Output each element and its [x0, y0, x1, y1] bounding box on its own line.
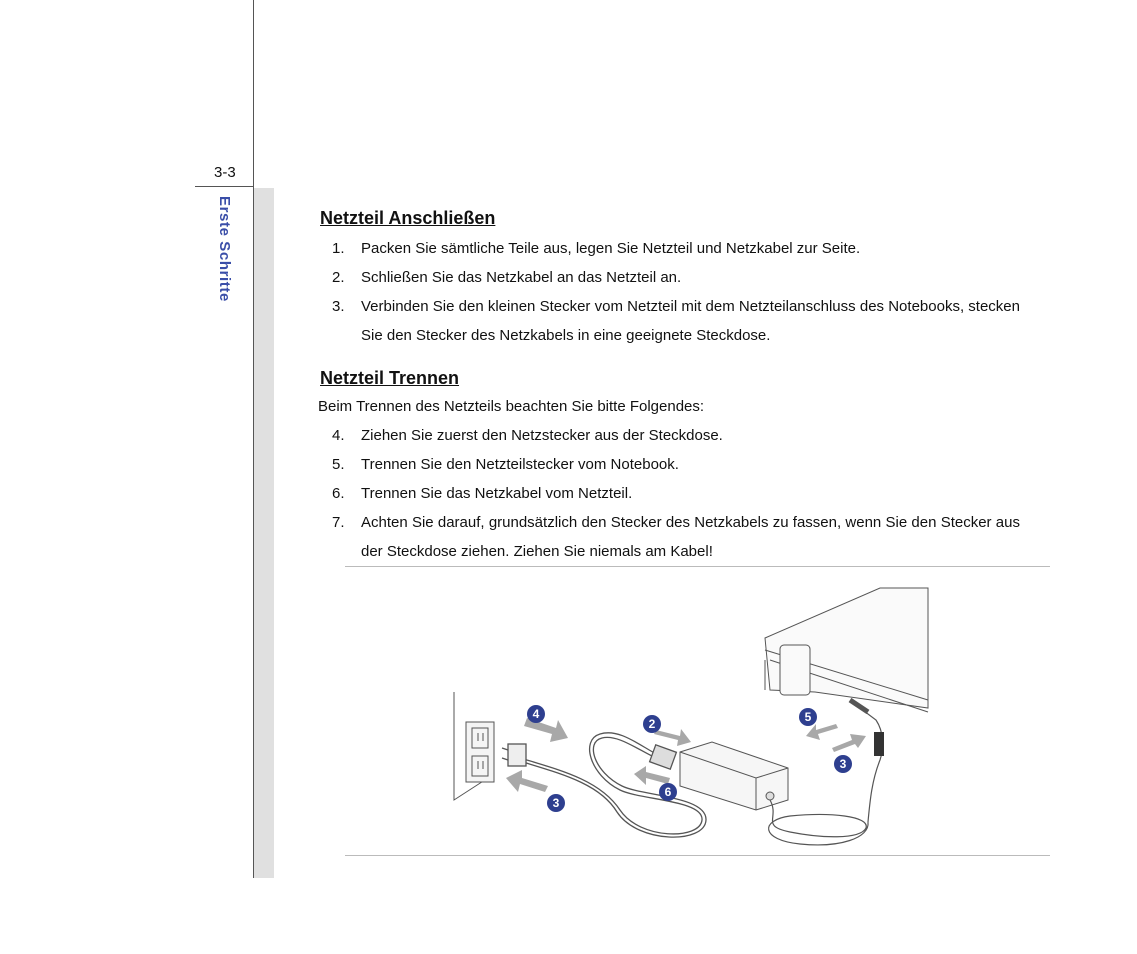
step-badge-4: [527, 705, 545, 723]
adapter-connection-illustration: [440, 580, 940, 850]
step-badge-2: [643, 715, 661, 733]
svg-text:6: 6: [664, 785, 672, 799]
ac-adapter: [680, 742, 788, 810]
page-number: 3-3: [214, 164, 236, 181]
list-item: 3. Verbinden Sie den kleinen Stecker vom Netzteil mit dem Netzteilanschluss des Notebooks, stecken Sie den Stecker des Netzkabels in eine geeignete Steckdose.: [332, 298, 1020, 344]
svg-text:5: 5: [804, 710, 812, 724]
connect-steps-list: [320, 234, 1020, 350]
figure-bottom-rule: [345, 855, 1050, 856]
notebook: [765, 588, 928, 712]
page-number-rule: [195, 186, 254, 187]
figure-top-rule: [345, 566, 1050, 567]
step-badge-3-adapter: [834, 755, 852, 773]
step-badge-3-plug: [547, 794, 565, 812]
svg-text:3: 3: [552, 796, 560, 810]
section-heading-disconnect: Netzteil Trennen: [320, 368, 460, 388]
chapter-sidebar: [254, 188, 274, 878]
step-badge-5: [799, 708, 817, 726]
list-item: 2. Schließen Sie das Netzkabel an das Netzteil an.: [332, 269, 682, 286]
disconnect-intro: Beim Trennen des Netzteils beachten Sie bitte Folgendes:: [318, 398, 705, 415]
list-item: 4. Ziehen Sie zuerst den Netzstecker aus der Steckdose.: [332, 427, 723, 444]
svg-text:2: 2: [648, 717, 656, 731]
list-item: 5. Trennen Sie den Netzteilstecker vom Notebook.: [332, 456, 679, 473]
list-item: 1. Packen Sie sämtliche Teile aus, legen Sie Netzteil und Netzkabel zur Seite.: [332, 240, 861, 257]
wall-outlet: [454, 692, 494, 800]
list-item: 7. Achten Sie darauf, grundsätzlich den Stecker des Netzkabels zu fassen, wenn Sie den Stecker aus der Steckdose ziehen. Ziehen Sie niemals am Kabel!: [332, 514, 1020, 560]
section-heading-connect: Netzteil Anschließen: [320, 208, 496, 228]
svg-text:3: 3: [839, 757, 847, 771]
list-item: 6. Trennen Sie das Netzkabel vom Netzteil.: [332, 485, 633, 502]
chapter-label: Erste Schritte: [216, 196, 233, 302]
svg-text:4: 4: [532, 707, 540, 721]
step-badge-6: [659, 783, 677, 801]
disconnect-steps-list: [320, 421, 1020, 566]
